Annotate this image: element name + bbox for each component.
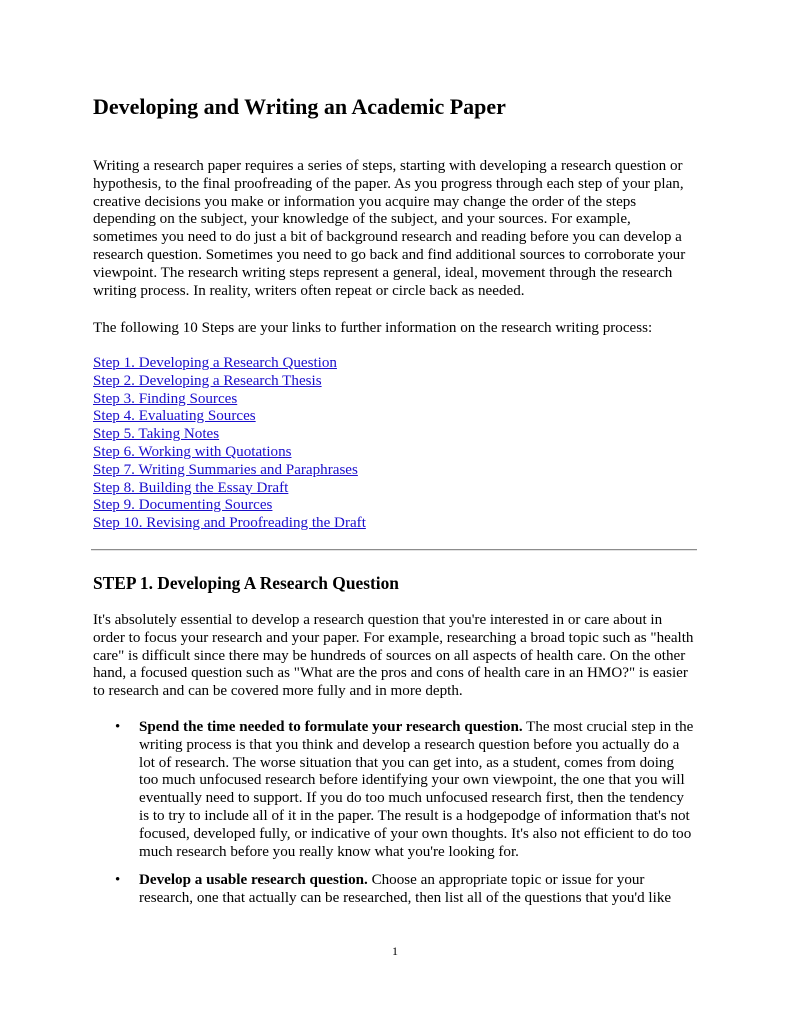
step-2-link[interactable]: Step 2. Developing a Research Thesis xyxy=(93,372,322,389)
step-link-item xyxy=(93,391,366,409)
bullet-dot-icon: • xyxy=(115,872,121,889)
step-1-link[interactable]: Step 1. Developing a Research Question xyxy=(93,355,337,371)
step-link-item xyxy=(93,355,366,373)
step-3-link[interactable]: Step 3. Finding Sources xyxy=(93,390,238,407)
step-6-link[interactable]: Step 6. Working with Quotations xyxy=(93,443,292,460)
step-5-link[interactable]: Step 5. Taking Notes xyxy=(93,426,220,443)
step-link-item xyxy=(93,408,366,426)
step-4-link[interactable]: Step 4. Evaluating Sources xyxy=(93,408,256,425)
bullet-text xyxy=(139,719,693,860)
bullet-item xyxy=(93,719,697,861)
step-link-item xyxy=(93,444,366,462)
step-links-list xyxy=(93,355,366,533)
step-7-link[interactable]: Step 7. Writing Summaries and Paraphrases xyxy=(93,461,358,478)
bullet-item xyxy=(93,872,697,908)
bullet-body: The most crucial step in the writing process is that you think and develop a research question before you actually do a lot of research. The worse situation that you can get into, as a student, comes from doing too much unfocused research before identifying your own viewpoint, the one that you will eventually need to support. If you do too much unfocused research first, then the tendency is to try to include all of it in the paper. The result is a hodgepodge of information that's not focused, developed fully, or indicative of your own thoughts. It's also not efficient to do too much research before you really know what you're looking for. xyxy=(139,719,694,860)
step1-paragraph: It's absolutely essential to develop a research question that you're interested in or care about in order to focus your research and your paper. For example, researching a broad topic such as "health care" is difficult since there may be hundreds of sources on all aspects of health care. On the other hand, a focused question such as "What are the pros and cons of health care in an HMO?" is easier to research and can be covered more fully and in more depth. xyxy=(93,612,694,700)
page-number: 1 xyxy=(392,944,398,958)
intro-paragraph: Writing a research paper requires a series of steps, starting with developing a research question or hypothesis, to the final proofreading of the paper. As you progress through each step of your plan, creative decisions you make or information you acquire may change the order of the steps depending on the subject, your knowledge of the subject, and your sources. For example, sometimes you need to do just a bit of background research and reading before you can develop a research question. Sometimes you need to go back and find additional sources to corroborate your viewpoint. The research writing steps represent a general, ideal, movement through the research writing process. In reality, writers often repeat or circle back as needed. xyxy=(93,158,686,299)
bullet-body: Choose an appropriate topic or issue for your research, one that actually can be researched, then list all of the questions that you'd like xyxy=(139,872,672,907)
step1-bullet-list xyxy=(93,719,697,919)
step-10-link[interactable]: Step 10. Revising and Proofreading the Draft xyxy=(93,515,366,532)
steps-lead-text: The following 10 Steps are your links to further information on the research writing process: xyxy=(93,320,653,336)
step-link-item xyxy=(93,497,366,515)
step-link-item xyxy=(93,462,366,480)
bullet-bold-lead: Spend the time needed to formulate your research question. xyxy=(139,719,523,735)
step-link-item xyxy=(93,480,366,498)
bullet-bold-lead: Develop a usable research question. xyxy=(139,872,368,889)
horizontal-divider xyxy=(91,549,697,551)
step-link-item xyxy=(93,515,366,533)
step-link-item xyxy=(93,373,366,391)
step-link-item xyxy=(93,426,366,444)
document-title: Developing and Writing an Academic Paper xyxy=(93,94,506,119)
bullet-dot-icon: • xyxy=(115,719,121,735)
step1-heading: STEP 1. Developing A Research Question xyxy=(93,573,399,593)
step-8-link[interactable]: Step 8. Building the Essay Draft xyxy=(93,479,289,496)
step-9-link[interactable]: Step 9. Documenting Sources xyxy=(93,497,273,514)
bullet-text xyxy=(139,872,671,906)
